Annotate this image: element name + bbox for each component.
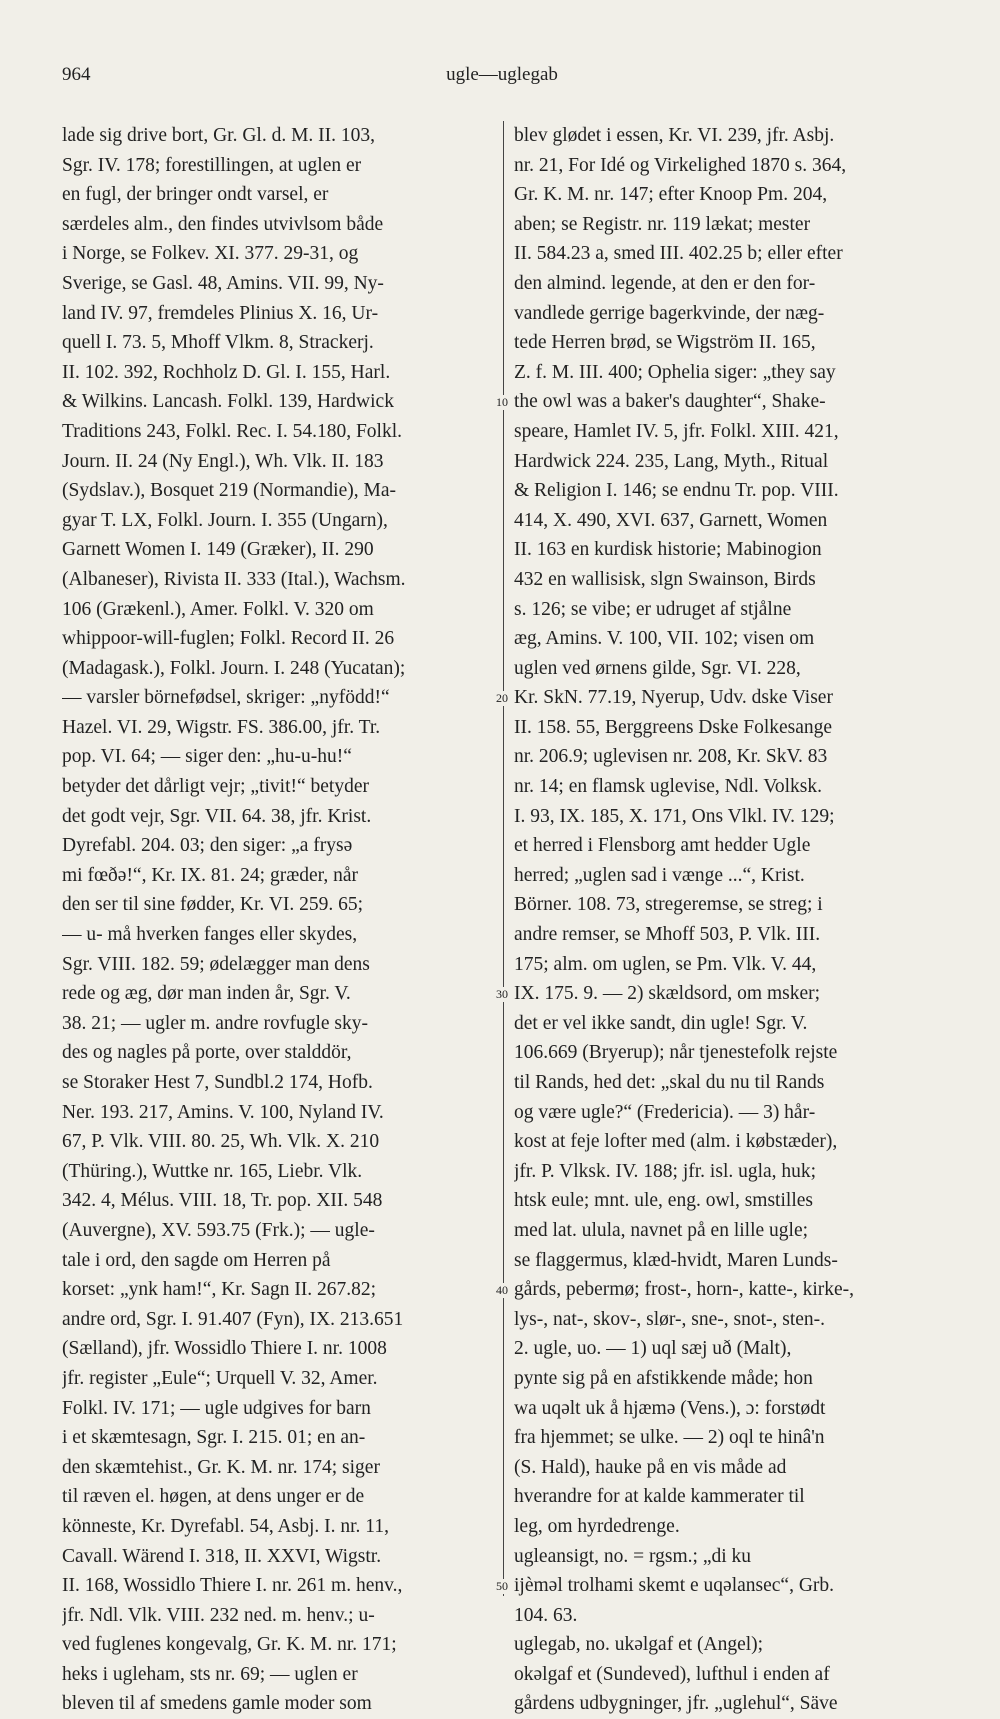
text-line: ugleansigt, no. = rgsm.; „di ku [514,1545,752,1567]
text-line: the owl was a baker's daughter“, Shake- [514,391,826,413]
text-line: Gr. K. M. nr. 147; efter Knoop Pm. 204, [514,184,828,206]
text-line: 67, P. Vlk. VIII. 80. 25, Wh. Vlk. X. 210 [62,1131,380,1153]
text-line: gårdens udbygninger, jfr. „uglehul“, Säve [514,1693,838,1715]
text-line: quell I. 73. 5, Mhoff Vlkm. 8, Strackerj. [62,332,374,354]
page-header [62,64,942,98]
text-line: lade sig drive bort, Gr. Gl. d. M. II. 103, [62,125,376,146]
text-line: (Sælland), jfr. Wossidlo Thiere I. nr. 1008 [62,1338,387,1360]
text-line: nr. 206.9; uglevisen nr. 208, Kr. SkV. 83 [514,746,828,768]
text-line: 342. 4, Mélus. VIII. 18, Tr. pop. XII. 548 [62,1190,383,1212]
text-line: nr. 21, For Idé og Virkelighed 1870 s. 364, [514,154,847,176]
text-line: til ræven el. høgen, at dens unger er de [62,1486,365,1508]
text-line: des og nagles på porte, over stalddör, [62,1042,352,1064]
text-line: Sgr. VIII. 182. 59; ødelægger man dens [62,953,370,975]
text-line: tale i ord, den sagde om Herren på [62,1249,331,1271]
text-line: ijèməl trolhami skemt e uqəlansec“, Grb. [514,1575,835,1597]
text-line: særdeles alm., den findes utvivlsom både [62,213,384,235]
text-line: & Wilkins. Lancash. Folkl. 139, Hardwick [62,391,394,413]
text-line: 106 (Grækenl.), Amer. Folkl. V. 320 om [62,598,374,620]
text-line: Traditions 243, Folkl. Rec. I. 54.180, Folkl. [62,420,403,442]
text-line: 175; alm. om uglen, se Pm. Vlk. V. 44, [514,953,817,975]
text-line: Kr. SkN. 77.19, Nyerup, Udv. dske Viser [514,687,833,709]
text-line: II. 158. 55, Berggreens Dske Folkesange [514,716,833,738]
text-line: (Auvergne), XV. 593.75 (Frk.); — ugle- [62,1219,375,1241]
text-line: Cavall. Wärend I. 318, II. XXVI, Wigstr. [62,1545,382,1567]
text-line: bleven til af smedens gamle moder som [62,1693,372,1715]
text-line: hverandre for at kalde kammerater til [514,1486,805,1508]
text-line: pop. VI. 64; — siger den: „hu-u-hu!“ [62,746,352,768]
text-line: 432 en wallisisk, slgn Swainson, Birds [514,568,816,590]
text-line: IX. 175. 9. — 2) skældsord, om msker; [514,983,821,1005]
text-line: s. 126; se vibe; er udruget af stjålne [514,598,792,620]
text-line: leg, om hyrdedrenge. [514,1515,680,1537]
text-line: — varsler börnefødsel, skriger: „nyfödd!“ [62,687,390,709]
text-line: nr. 14; en flamsk uglevise, Ndl. Volksk. [514,776,823,798]
text-line: (Thüring.), Wuttke nr. 165, Liebr. Vlk. [62,1160,363,1182]
text-line: kost at feje lofter med (alm. i købstæder), [514,1131,838,1153]
text-line: og være ugle?“ (Fredericia). — 3) hår- [514,1101,816,1123]
text-line: 414, X. 490, XVI. 637, Garnett, Women [514,509,828,531]
text-line: (Sydslav.), Bosquet 219 (Normandie), Ma- [62,480,396,502]
text-line: mi fœðə!“, Kr. IX. 81. 24; græder, når [62,864,358,886]
text-line: uglegab, no. ukəlgaf et (Angel); [514,1634,764,1656]
text-line: Z. f. M. III. 400; Ophelia siger: „they say [514,361,836,383]
line-number: 40 [496,1283,508,1298]
text-line: II. 102. 392, Rochholz D. Gl. I. 155, Harl. [62,361,391,383]
line-number: 50 [496,1579,508,1594]
text-line: til Rands, hed det: „skal du nu til Rands [514,1072,825,1093]
text-line: Hardwick 224. 235, Lang, Myth., Ritual [514,450,829,472]
text-line: htsk eule; mnt. ule, eng. owl, smstilles [514,1190,813,1212]
text-line: II. 168, Wossidlo Thiere I. nr. 261 m. henv., [62,1575,403,1597]
text-line: den ser til sine fødder, Kr. VI. 259. 65; [62,894,364,916]
text-line: uglen ved ørnens gilde, Sgr. VI. 228, [514,657,801,679]
text-line: — u- må hverken fanges eller skydes, [62,924,358,946]
text-line: wa uqəlt uk å hjæmə (Vens.), ɔ: forstødt [514,1397,826,1419]
text-line: land IV. 97, fremdeles Plinius X. 16, Ur- [62,302,379,324]
text-line: & Religion I. 146; se endnu Tr. pop. VIII. [514,480,839,502]
text-line: Dyrefabl. 204. 03; den siger: „a frysə [62,835,353,857]
text-line: Sgr. IV. 178; forestillingen, at uglen er [62,154,362,176]
text-line: vandlede gerrige bagerkvinde, der næg- [514,302,825,324]
line-number: 30 [496,987,508,1002]
page-number: 964 [62,64,91,85]
text-line: andre ord, Sgr. I. 91.407 (Fyn), IX. 213.651 [62,1308,404,1330]
text-line: Ner. 193. 217, Amins. V. 100, Nyland IV. [62,1101,384,1123]
text-line: könneste, Kr. Dyrefabl. 54, Asbj. I. nr. 11, [62,1515,389,1537]
text-line: Börner. 108. 73, stregeremse, se streg; i [514,894,823,916]
text-line: se Storaker Hest 7, Sundbl.2 174, Hofb. [62,1072,373,1093]
text-line: den almind. legende, at den er den for- [514,272,816,294]
text-line: (S. Hald), hauke på en vis måde ad [514,1456,787,1478]
text-line: jfr. Ndl. Vlk. VIII. 232 ned. m. henv.; u- [62,1604,375,1626]
text-line: herred; „uglen sad i vænge ...“, Krist. [514,864,805,886]
text-line: korset: „ynk ham!“, Kr. Sagn II. 267.82; [62,1279,377,1301]
line-number: 10 [496,395,508,410]
text-line: gyar T. LX, Folkl. Journ. I. 355 (Ungarn), [62,509,388,531]
text-line: lys-, nat-, skov-, slør-, sne-, snot-, sten-. [514,1308,826,1330]
text-line: jfr. register „Eule“; Urquell V. 32, Amer. [62,1367,378,1389]
line-number: 20 [496,691,508,706]
text-line: heks i ugleham, sts nr. 69; — uglen er [62,1663,358,1685]
text-line: Sverige, se Gasl. 48, Amins. VII. 99, Ny- [62,272,384,294]
text-line: whippoor-will-fuglen; Folkl. Record II. 26 [62,628,395,650]
text-line: Hazel. VI. 29, Wigstr. FS. 386.00, jfr. Tr. [62,716,381,738]
left-column [62,121,494,1719]
text-line: rede og æg, dør man inden år, Sgr. V. [62,983,351,1005]
text-line: okəlgaf et (Sundeved), lufthul i enden af [514,1663,830,1685]
text-line: pynte sig på en afstikkende måde; hon [514,1367,813,1389]
text-line: blev glødet i essen, Kr. VI. 239, jfr. Asbj. [514,125,835,146]
text-line: en fugl, der bringer ondt varsel, er [62,184,329,206]
text-line: 2. ugle, uo. — 1) uql sæj uð (Malt), [514,1338,792,1360]
text-line: i et skæmtesagn, Sgr. I. 215. 01; en an- [62,1427,366,1449]
text-line: se flaggermus, klæd-hvidt, Maren Lunds- [514,1249,838,1271]
text-line: ved fuglenes kongevalg, Gr. K. M. nr. 171; [62,1634,397,1656]
text-line: II. 584.23 a, smed III. 402.25 b; eller efter [514,243,843,265]
text-line: fra hjemmet; se ulke. — 2) oql te hinâ'n [514,1427,825,1449]
text-line: tede Herren brød, se Wigström II. 165, [514,332,816,354]
text-line: aben; se Registr. nr. 119 lækat; mester [514,213,811,235]
text-line: æg, Amins. V. 100, VII. 102; visen om [514,628,815,650]
text-line: Journ. II. 24 (Ny Engl.), Wh. Vlk. II. 183 [62,450,384,472]
text-line: med lat. ulula, navnet på en lille ugle; [514,1219,809,1241]
text-line: I. 93, IX. 185, X. 171, Ons Vlkl. IV. 129; [514,805,835,827]
text-line: 106.669 (Bryerup); når tjenestefolk rejste [514,1042,838,1064]
column-divider [503,121,504,1596]
text-line: andre remser, se Mhoff 503, P. Vlk. III. [514,924,821,946]
text-line: gårds, pebermø; frost-, horn-, katte-, kirke-, [514,1279,855,1301]
text-line: Folkl. IV. 171; — ugle udgives for barn [62,1397,371,1419]
text-line: II. 163 en kurdisk historie; Mabinogion [514,539,822,561]
text-line: speare, Hamlet IV. 5, jfr. Folkl. XIII. 421, [514,420,839,442]
text-line: (Albaneser), Rivista II. 333 (Ital.), Wachsm. [62,568,406,590]
text-line: det godt vejr, Sgr. VII. 64. 38, jfr. Krist. [62,805,372,827]
right-column [514,121,946,1719]
running-head: ugle—uglegab [446,64,558,85]
text-line: (Madagask.), Folkl. Journ. I. 248 (Yucatan); [62,657,406,679]
text-line: 38. 21; — ugler m. andre rovfugle sky- [62,1012,368,1034]
text-line: et herred i Flensborg amt hedder Ugle [514,835,811,857]
text-line: den skæmtehist., Gr. K. M. nr. 174; siger [62,1456,380,1478]
text-line: betyder det dårligt vejr; „tivit!“ betyder [62,776,370,798]
text-line: i Norge, se Folkev. XI. 377. 29-31, og [62,243,359,265]
text-line: jfr. P. Vlksk. IV. 188; jfr. isl. ugla, huk; [514,1160,817,1182]
text-line: Garnett Women I. 149 (Græker), II. 290 [62,539,374,561]
text-line: 104. 63. [514,1604,578,1626]
text-line: det er vel ikke sandt, din ugle! Sgr. V. [514,1012,808,1034]
